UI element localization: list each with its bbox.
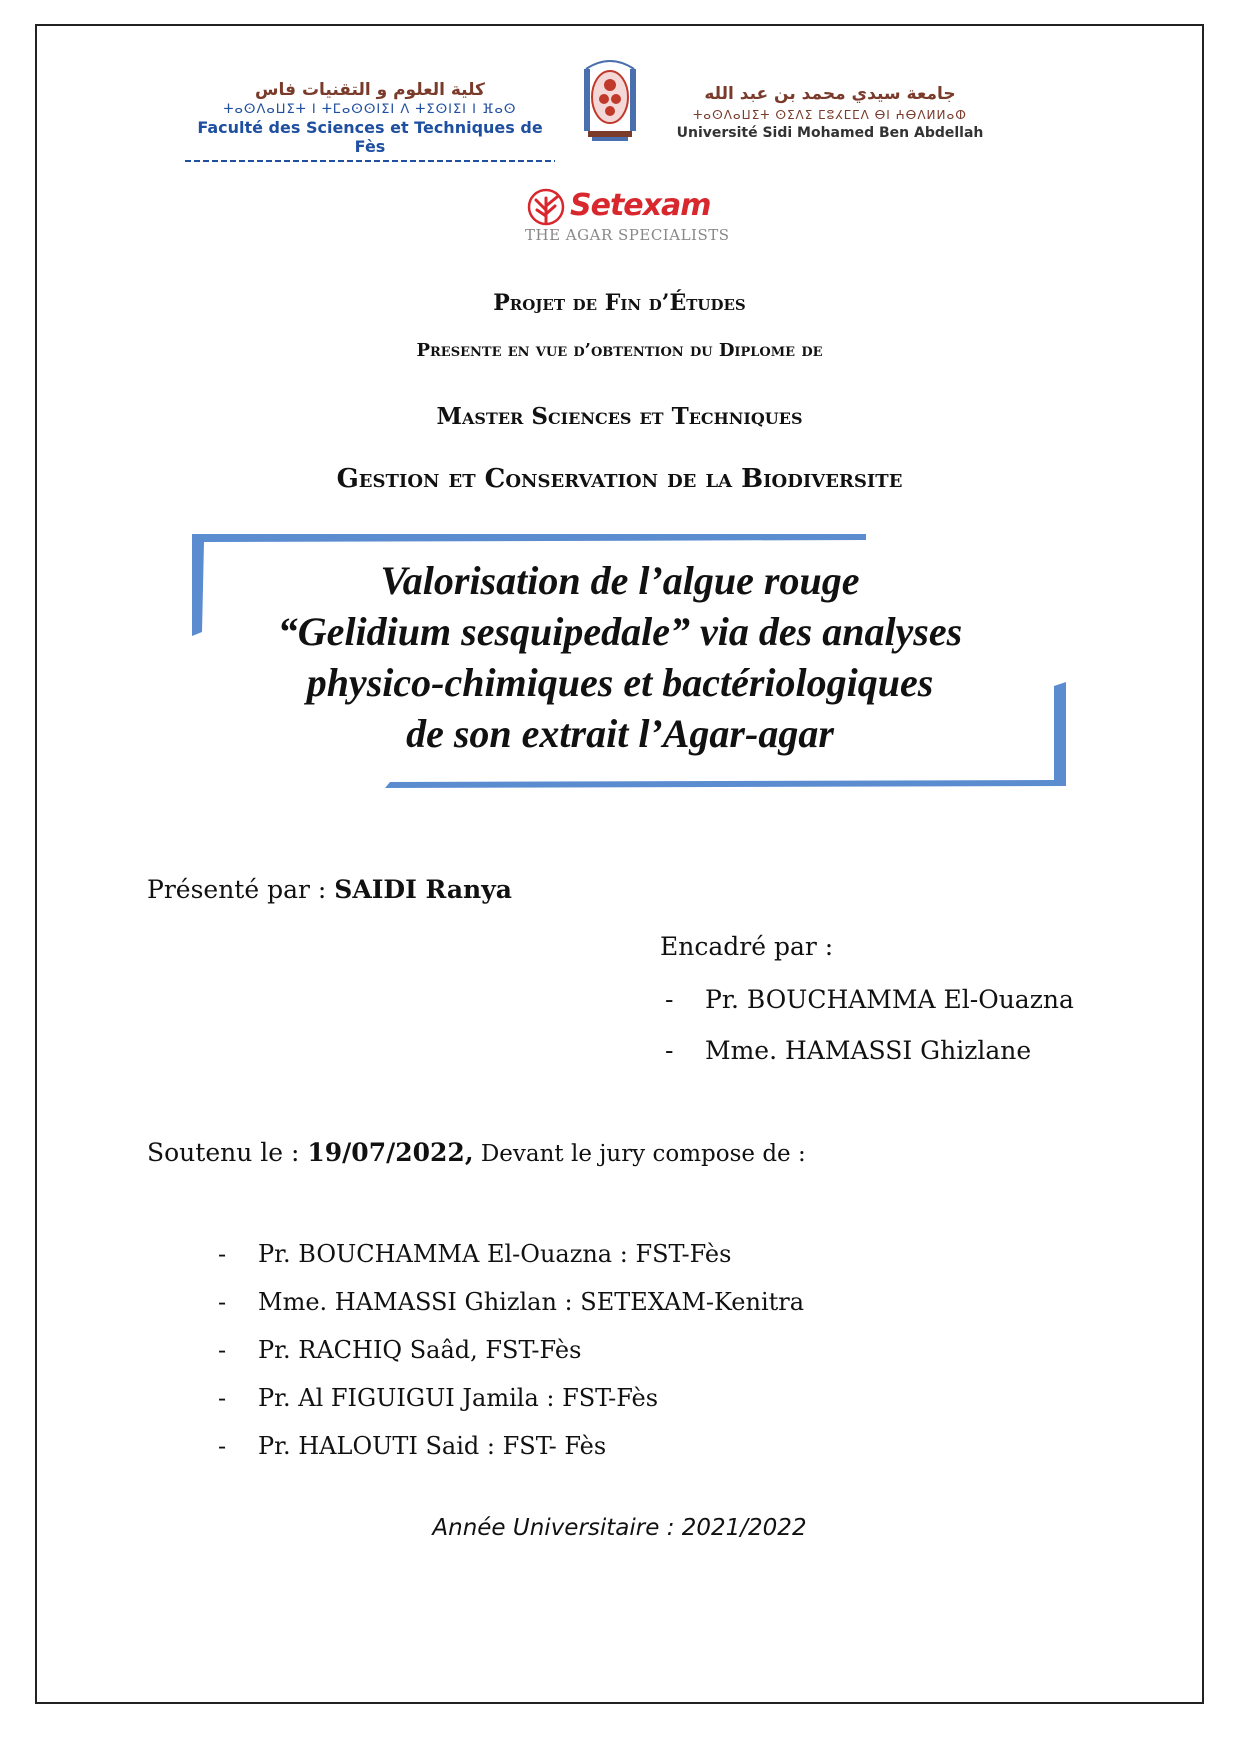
title-line: physico-chimiques et bactériologiques (306, 660, 934, 705)
list-item: - Pr. Al FIGUIGUI Jamila : FST-Fès (218, 1384, 659, 1412)
jury-member: Pr. BOUCHAMMA El-Ouazna : FST-Fès (258, 1240, 732, 1268)
list-item: - Pr. BOUCHAMMA El-Ouazna : FST-Fès (218, 1240, 732, 1268)
university-emblem-icon (578, 55, 642, 145)
defense-line (147, 1138, 806, 1167)
usmba-logo (670, 84, 990, 141)
supervisor-name: Mme. HAMASSI Ghizlane (705, 1036, 1032, 1065)
supervisors-label: Encadré par : (660, 932, 834, 961)
heading-presente: Presente en vue d’obtention du Diplome de (416, 340, 823, 361)
list-item: - Mme. HAMASSI Ghizlane (665, 1036, 1032, 1065)
jury-member: Mme. HAMASSI Ghizlan : SETEXAM-Kenitra (258, 1288, 805, 1316)
heading-master: Master Sciences et Techniques (436, 403, 803, 430)
fst-arabic-name: كلية العلوم و التقنيات فاس (255, 80, 485, 100)
fst-logo-rule (185, 160, 555, 162)
defense-label: Soutenu le : (147, 1138, 308, 1167)
presented-by (147, 875, 512, 904)
list-item: - Pr. RACHIQ Saâd, FST-Fès (218, 1336, 582, 1364)
setexam-logo (520, 188, 740, 250)
fst-logo (185, 80, 555, 162)
setexam-tagline: THE AGAR SPECIALISTS (525, 226, 730, 244)
title-line: de son extrait l’Agar-agar (406, 711, 834, 756)
heading-projet: Projet de Fin d’Études (493, 290, 746, 316)
list-item: - Mme. HAMASSI Ghizlan : SETEXAM-Kenitra (218, 1288, 805, 1316)
academic-year: Année Universitaire : 2021/2022 (432, 1515, 807, 1541)
supervisor-name: Pr. BOUCHAMMA El-Ouazna (705, 985, 1074, 1014)
title-line: Valorisation de l’algue rouge (380, 558, 860, 603)
list-item: - Pr. HALOUTI Said : FST- Fès (218, 1432, 607, 1460)
heading-specialite: Gestion et Conservation de la Biodiversite (336, 464, 903, 494)
student-name: SAIDI Ranya (334, 875, 512, 904)
jury-list (218, 1240, 804, 1480)
defense-date: 19/07/2022, (307, 1138, 474, 1167)
usmba-arabic-name: جامعة سيدي محمد بن عبد الله (704, 84, 956, 104)
supervisors-list (665, 985, 1074, 1087)
fst-french-name: Faculté des Sciences et Techniques de Fès (197, 118, 543, 156)
setexam-name: Setexam (570, 188, 711, 223)
jury-member: Pr. HALOUTI Said : FST- Fès (258, 1432, 607, 1460)
jury-member: Pr. RACHIQ Saâd, FST-Fès (258, 1336, 582, 1364)
fst-tifinagh-name: ⵜⴰⵙⴷⴰⵡⵉⵜ ⵏ ⵜⵎⴰⵙⵙⵏⵉⵏ ⴷ ⵜⵉⵙⵏⵉⵏ ⵏ ⴼⴰⵙ (223, 102, 517, 117)
presented-label: Présenté par : (147, 875, 335, 904)
jury-member: Pr. Al FIGUIGUI Jamila : FST-Fès (258, 1384, 659, 1412)
title-line: “Gelidium sesquipedale” via des analyses (277, 609, 963, 654)
thesis-title (200, 555, 1040, 759)
seaweed-icon (524, 188, 568, 226)
list-item: - Pr. BOUCHAMMA El-Ouazna (665, 985, 1074, 1014)
usmba-tifinagh-name: ⵜⴰⵙⴷⴰⵡⵉⵜ ⵙⵉⴷⵉ ⵎⵓⵃⵎⵎⴷ ⴱⵏ ⵄⴱⴷⵍⵍⴰⵀ (693, 108, 967, 122)
usmba-french-name: Université Sidi Mohamed Ben Abdellah (676, 125, 984, 141)
jury-label: Devant le jury compose de : (473, 1141, 806, 1167)
